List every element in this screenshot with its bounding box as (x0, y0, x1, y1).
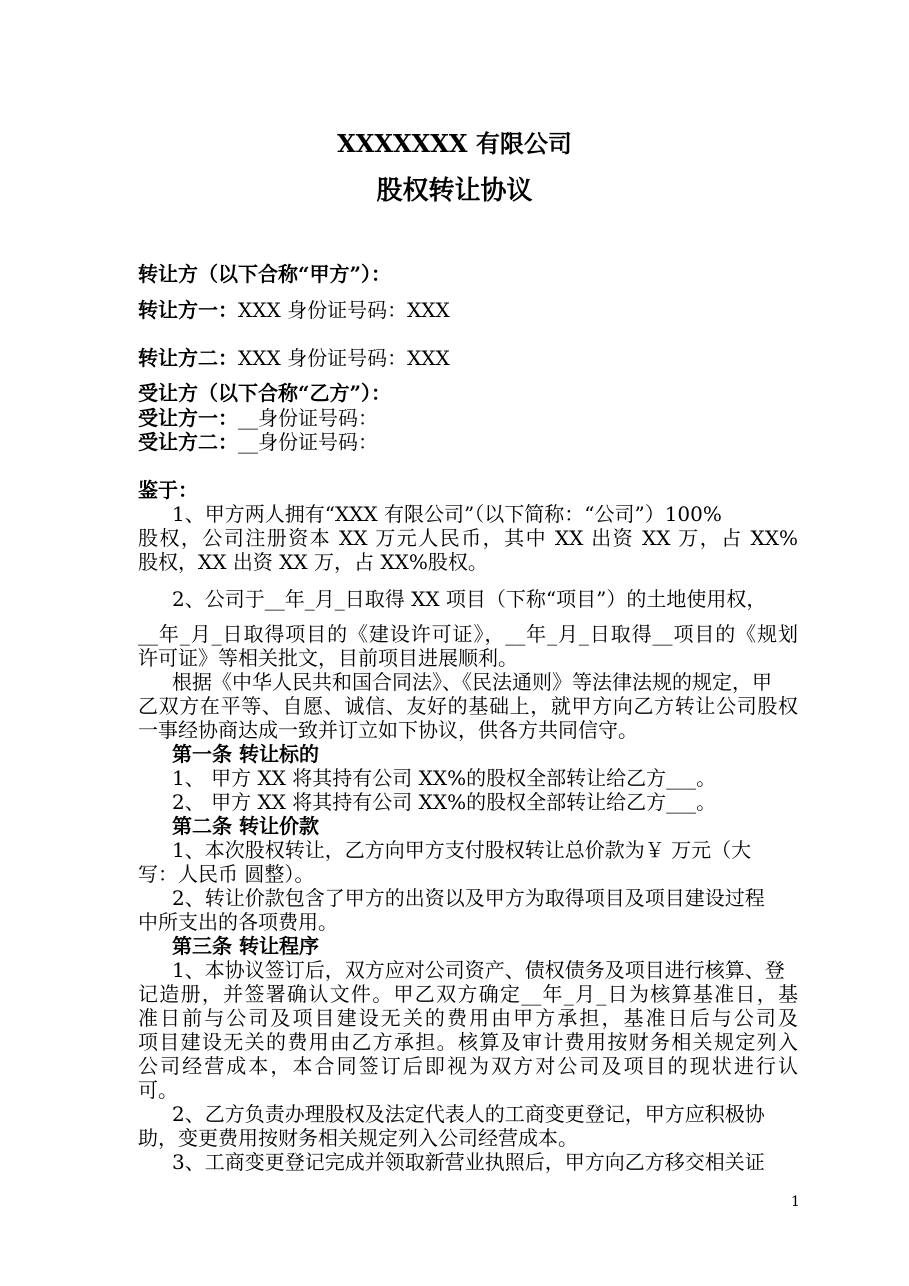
page-number: 1 (791, 1194, 800, 1210)
transferee-one: 受让方一：__身份证号码： (138, 406, 378, 430)
whereas-line: 乙双方在平等、自愿、诚信、友好的基础上，就甲方向乙方转让公司股权 (138, 694, 798, 718)
whereas-line: 根据《中华人民共和国合同法》、《民法通则》等法律法规的规定，甲 (172, 670, 772, 694)
article-three-line: 准日前与公司及项目建设无关的费用由甲方承担，基准日后与公司及 (138, 1006, 798, 1030)
article-three-line: 2、乙方负责办理股权及法定代表人的工商变更登记，甲方应积极协 (172, 1102, 765, 1126)
article-one-item: 1、 甲方 XX 将其持有公司 XX%的股权全部转让给乙方___。 (172, 766, 717, 790)
article-three-line: 1、本协议签订后，双方应对公司资产、债权债务及项目进行核算、登 (172, 958, 785, 982)
transferor-two: 转让方二：XXX 身份证号码：XXX (138, 346, 450, 370)
whereas-line: 一事经协商达成一致并订立如下协议，供各方共同信守。 (138, 718, 638, 742)
whereas-line: 2、公司于__年_月_日取得 XX 项目（下称“项目”）的土地使用权， (172, 587, 767, 611)
whereas-heading: 鉴于： (138, 478, 198, 502)
whereas-line: 1、甲方两人拥有“XXX 有限公司”（以下简称：“公司”）100% (172, 502, 722, 526)
article-three-line: 公司经营成本，本合同签订后即视为双方对公司及项目的现状进行认 (138, 1054, 798, 1078)
article-three-line: 助，变更费用按财务相关规定列入公司经营成本。 (138, 1126, 578, 1150)
whereas-line: __年_月_日取得项目的《建设许可证》，__年_月_日取得__项目的《规划 (138, 622, 798, 646)
article-one-item: 2、 甲方 XX 将其持有公司 XX%的股权全部转让给乙方___。 (172, 790, 717, 814)
transferor-heading: 转让方（以下合称“甲方”）： (138, 262, 392, 286)
whereas-line: 许可证》等相关批文，目前项目进展顺利。 (138, 646, 518, 670)
article-three-line: 3、工商变更登记完成并领取新营业执照后，甲方向乙方移交相关证 (172, 1150, 765, 1174)
article-three-line: 项目建设无关的费用由乙方承担。核算及审计费用按财务相关规定列入 (138, 1030, 798, 1054)
article-two-line: 2、转让价款包含了甲方的出资以及甲方为取得项目及项目建设过程 (172, 886, 765, 910)
transferee-two: 受让方二：__身份证号码： (138, 430, 378, 454)
article-two-line: 1、本次股权转让，乙方向甲方支付股权转让总价款为￥ 万元（大 (172, 838, 752, 862)
article-three-line: 记造册，并签署确认文件。甲乙双方确定__年_月_日为核算基准日，基 (138, 982, 798, 1006)
article-two-line: 写：人民币 圆整）。 (138, 862, 315, 886)
transferor-one: 转让方一：XXX 身份证号码：XXX (138, 298, 450, 322)
agreement-title: 股权转让协议 (376, 176, 533, 206)
whereas-line: 股权，公司注册资本 XX 万元人民币，其中 XX 出资 XX 万，占 XX% (138, 526, 798, 550)
article-two-line: 中所支出的各项费用。 (138, 910, 338, 934)
company-title: XXXXXXX 有限公司 (337, 129, 572, 158)
article-three-heading: 第三条 转让程序 (172, 934, 319, 958)
article-two-heading: 第二条 转让价款 (172, 814, 319, 838)
article-three-line: 可。 (138, 1078, 178, 1102)
article-one-heading: 第一条 转让标的 (172, 742, 319, 766)
whereas-line: 股权，XX 出资 XX 万，占 XX%股权。 (138, 550, 488, 574)
transferee-heading: 受让方（以下合称“乙方”）： (138, 381, 392, 405)
